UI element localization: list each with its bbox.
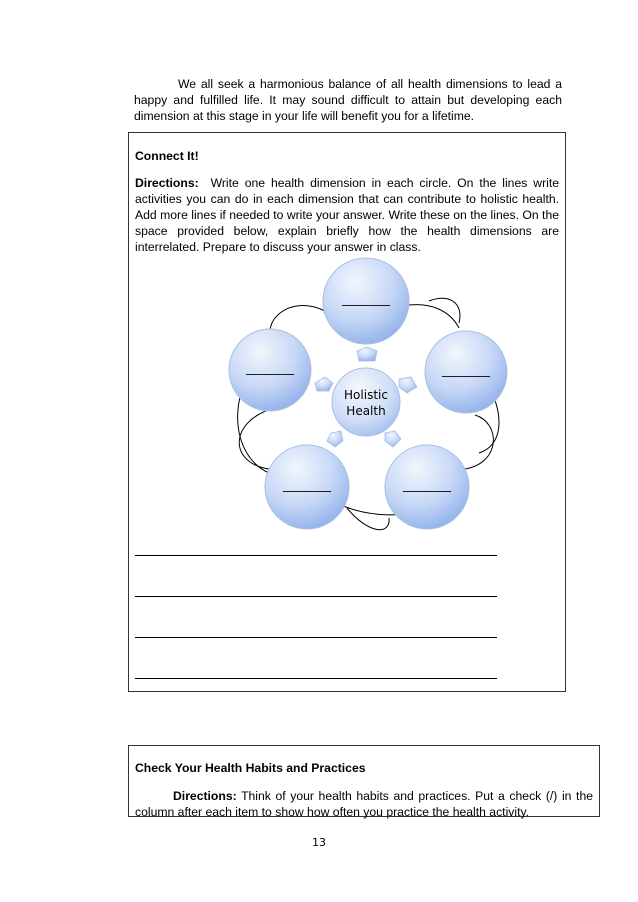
ring-segment-bottom [347, 508, 389, 530]
ring-segment-left [239, 409, 271, 469]
blank-bottom-right: ________ [403, 478, 451, 492]
arrow-bottom-right [385, 431, 401, 447]
health-habits-directions [135, 788, 593, 820]
blank-left: ________ [246, 361, 294, 375]
habits-directions-label: Directions: [173, 789, 237, 803]
answer-line-4[interactable] [135, 678, 497, 679]
arrow-right [399, 377, 417, 393]
arrow-top [357, 347, 377, 361]
center-circle [332, 368, 400, 436]
page-number: 13 [312, 836, 326, 849]
center-label-line2: Health [346, 404, 386, 418]
center-label-line1: Holistic [344, 388, 388, 402]
health-habits-title: Check Your Health Habits and Practices [135, 761, 366, 775]
directions-label: Directions: [135, 176, 199, 190]
intro-text: We all seek a harmonious balance of all health dimensions to lead a happy and fulfilled life. It may sound difficult to attain but developing each dimension at this stage in your life will benefit you for a lifetime. [134, 77, 562, 123]
blank-right: ________ [442, 363, 490, 377]
holistic-health-diagram [129, 133, 567, 553]
arrow-left [315, 377, 333, 391]
dimension-circle-right[interactable] [425, 331, 507, 413]
dimension-circle-top[interactable] [323, 258, 409, 344]
intro-paragraph [134, 76, 562, 124]
dimension-circle-left[interactable] [229, 329, 311, 411]
blank-bottom-left: ________ [283, 478, 331, 492]
dimension-circle-bottom-right[interactable] [385, 445, 469, 529]
ring-segment-top-right [409, 305, 459, 328]
directions-text: Write one health dimension in each circle. On the lines write activities you can do in each dimension that can contribute to holistic health. Add more lines if needed to write your answer. Write these on the lines. On the space provided below, explain briefly how the health dimensions are interrelated. Prepare to discuss your answer in class. [135, 176, 559, 254]
connect-it-box [128, 132, 566, 692]
arrow-bottom-left [327, 431, 343, 447]
answer-line-3[interactable] [135, 637, 497, 638]
habits-directions-text: Think of your health habits and practices. Put a check (/) in the column after each item to show how often you practice the health activity. [135, 789, 593, 819]
dimension-circle-bottom-left[interactable] [265, 445, 349, 529]
connect-it-title: Connect It! [135, 149, 199, 163]
health-habits-box [128, 745, 600, 817]
answer-line-2[interactable] [135, 596, 497, 597]
ring-segment-right [465, 415, 493, 469]
blank-top: ________ [342, 292, 390, 306]
answer-line-1[interactable] [135, 555, 497, 556]
